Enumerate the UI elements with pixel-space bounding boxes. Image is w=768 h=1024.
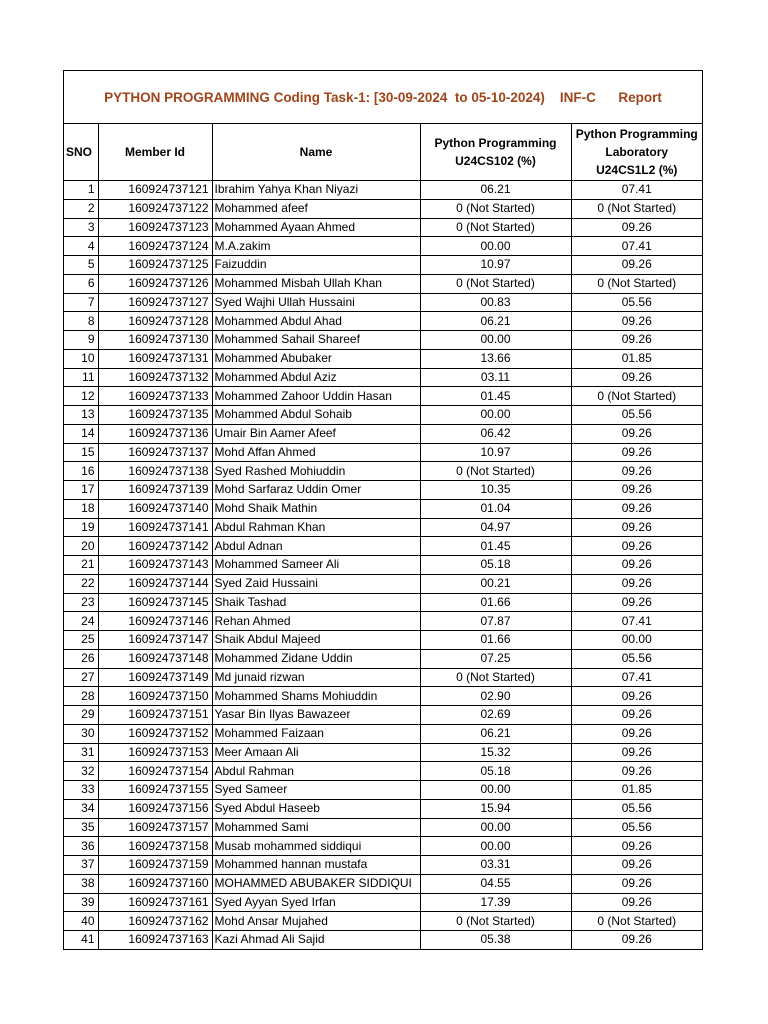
header-python-lab [571, 124, 702, 181]
cell-python-score: 01.45 [420, 387, 571, 406]
table-row [64, 893, 702, 912]
cell-python-score: 0 (Not Started) [420, 462, 571, 481]
cell-sno: 32 [64, 762, 98, 781]
cell-member-id: 160924737131 [98, 349, 212, 368]
header-row [64, 124, 702, 181]
cell-name: Abdul Rahman Khan [212, 518, 420, 537]
table-row [64, 462, 702, 481]
table-row [64, 631, 702, 650]
cell-name: M.A.zakim [212, 237, 420, 256]
cell-name: MOHAMMED ABUBAKER SIDDIQUI [212, 874, 420, 893]
cell-lab-score: 09.26 [571, 256, 702, 275]
cell-name: Mohammed Zidane Uddin [212, 649, 420, 668]
cell-name: Mohammed Faizaan [212, 724, 420, 743]
cell-python-score: 00.00 [420, 837, 571, 856]
cell-python-score: 00.00 [420, 406, 571, 425]
cell-lab-score: 09.26 [571, 574, 702, 593]
cell-sno: 27 [64, 668, 98, 687]
report-table [64, 124, 702, 949]
table-row [64, 199, 702, 218]
cell-member-id: 160924737146 [98, 612, 212, 631]
cell-sno: 19 [64, 518, 98, 537]
header-lab-line3: U24CS1L2 (%) [596, 163, 678, 177]
cell-name: Mohammed Abdul Ahad [212, 312, 420, 331]
table-row [64, 874, 702, 893]
table-row [64, 649, 702, 668]
cell-member-id: 160924737141 [98, 518, 212, 537]
cell-sno: 41 [64, 931, 98, 949]
table-row [64, 443, 702, 462]
cell-name: Faizuddin [212, 256, 420, 275]
cell-python-score: 02.90 [420, 687, 571, 706]
cell-member-id: 160924737125 [98, 256, 212, 275]
header-name: Name [212, 124, 420, 181]
table-body [64, 181, 702, 949]
cell-name: Mohd Ansar Mujahed [212, 912, 420, 931]
cell-python-score: 01.66 [420, 631, 571, 650]
cell-name: Meer Amaan Ali [212, 743, 420, 762]
cell-sno: 20 [64, 537, 98, 556]
cell-lab-score: 05.56 [571, 406, 702, 425]
cell-member-id: 160924737145 [98, 593, 212, 612]
table-row [64, 837, 702, 856]
cell-member-id: 160924737136 [98, 424, 212, 443]
cell-member-id: 160924737140 [98, 499, 212, 518]
header-python-programming [420, 124, 571, 181]
cell-member-id: 160924737153 [98, 743, 212, 762]
table-row [64, 349, 702, 368]
cell-name: Mohammed Abubaker [212, 349, 420, 368]
cell-sno: 6 [64, 274, 98, 293]
cell-member-id: 160924737143 [98, 556, 212, 575]
table-row [64, 687, 702, 706]
table-row [64, 724, 702, 743]
cell-name: Mohammed Misbah Ullah Khan [212, 274, 420, 293]
cell-sno: 23 [64, 593, 98, 612]
cell-sno: 3 [64, 218, 98, 237]
cell-name: Mohammed Shams Mohiuddin [212, 687, 420, 706]
cell-name: Shaik Tashad [212, 593, 420, 612]
cell-member-id: 160924737149 [98, 668, 212, 687]
cell-sno: 1 [64, 181, 98, 200]
cell-member-id: 160924737138 [98, 462, 212, 481]
cell-member-id: 160924737132 [98, 368, 212, 387]
cell-lab-score: 09.26 [571, 218, 702, 237]
cell-member-id: 160924737123 [98, 218, 212, 237]
cell-python-score: 04.97 [420, 518, 571, 537]
cell-python-score: 15.94 [420, 799, 571, 818]
cell-lab-score: 09.26 [571, 762, 702, 781]
cell-member-id: 160924737161 [98, 893, 212, 912]
cell-sno: 5 [64, 256, 98, 275]
cell-name: Syed Zaid Hussaini [212, 574, 420, 593]
cell-lab-score: 01.85 [571, 781, 702, 800]
cell-lab-score: 09.26 [571, 593, 702, 612]
table-row [64, 931, 702, 949]
cell-lab-score: 09.26 [571, 724, 702, 743]
cell-member-id: 160924737139 [98, 481, 212, 500]
header-member-id: Member Id [98, 124, 212, 181]
report-title: PYTHON PROGRAMMING Coding Task-1: [30-09-2024 to 05-10-2024) INF-C Report [104, 89, 662, 105]
cell-member-id: 160924737162 [98, 912, 212, 931]
cell-name: Mohammed Sami [212, 818, 420, 837]
table-row [64, 912, 702, 931]
cell-name: Syed Sameer [212, 781, 420, 800]
cell-member-id: 160924737159 [98, 856, 212, 875]
cell-name: Umair Bin Aamer Afeef [212, 424, 420, 443]
cell-member-id: 160924737148 [98, 649, 212, 668]
table-row [64, 612, 702, 631]
cell-lab-score: 09.26 [571, 462, 702, 481]
cell-sno: 30 [64, 724, 98, 743]
cell-member-id: 160924737154 [98, 762, 212, 781]
cell-name: Kazi Ahmad Ali Sajid [212, 931, 420, 949]
cell-lab-score: 05.56 [571, 818, 702, 837]
cell-name: Musab mohammed siddiqui [212, 837, 420, 856]
cell-lab-score: 05.56 [571, 649, 702, 668]
cell-python-score: 10.97 [420, 256, 571, 275]
cell-name: Abdul Rahman [212, 762, 420, 781]
table-row [64, 556, 702, 575]
cell-python-score: 15.32 [420, 743, 571, 762]
cell-member-id: 160924737124 [98, 237, 212, 256]
cell-python-score: 03.31 [420, 856, 571, 875]
cell-sno: 18 [64, 499, 98, 518]
cell-sno: 28 [64, 687, 98, 706]
cell-sno: 17 [64, 481, 98, 500]
cell-sno: 4 [64, 237, 98, 256]
table-row [64, 387, 702, 406]
cell-python-score: 00.21 [420, 574, 571, 593]
cell-lab-score: 0 (Not Started) [571, 387, 702, 406]
cell-sno: 40 [64, 912, 98, 931]
cell-python-score: 10.35 [420, 481, 571, 500]
cell-member-id: 160924737135 [98, 406, 212, 425]
cell-member-id: 160924737137 [98, 443, 212, 462]
cell-name: Yasar Bin Ilyas Bawazeer [212, 706, 420, 725]
header-python-line2: U24CS102 (%) [455, 154, 536, 168]
table-row [64, 668, 702, 687]
cell-name: Abdul Adnan [212, 537, 420, 556]
cell-name: Syed Ayyan Syed Irfan [212, 893, 420, 912]
cell-sno: 35 [64, 818, 98, 837]
cell-member-id: 160924737147 [98, 631, 212, 650]
cell-sno: 31 [64, 743, 98, 762]
cell-lab-score: 09.26 [571, 518, 702, 537]
cell-lab-score: 05.56 [571, 799, 702, 818]
cell-sno: 36 [64, 837, 98, 856]
table-row [64, 274, 702, 293]
cell-name: Mohammed Abdul Aziz [212, 368, 420, 387]
cell-python-score: 03.11 [420, 368, 571, 387]
cell-name: Mohammed Abdul Sohaib [212, 406, 420, 425]
cell-name: Mohammed Ayaan Ahmed [212, 218, 420, 237]
cell-python-score: 0 (Not Started) [420, 218, 571, 237]
table-row [64, 499, 702, 518]
cell-sno: 25 [64, 631, 98, 650]
cell-lab-score: 09.26 [571, 856, 702, 875]
cell-python-score: 0 (Not Started) [420, 912, 571, 931]
cell-python-score: 10.97 [420, 443, 571, 462]
table-row [64, 406, 702, 425]
cell-name: Mohammed Zahoor Uddin Hasan [212, 387, 420, 406]
cell-name: Mohammed Sahail Shareef [212, 331, 420, 350]
cell-member-id: 160924737130 [98, 331, 212, 350]
cell-lab-score: 00.00 [571, 631, 702, 650]
cell-python-score: 04.55 [420, 874, 571, 893]
table-row [64, 331, 702, 350]
cell-member-id: 160924737133 [98, 387, 212, 406]
table-row [64, 818, 702, 837]
cell-sno: 14 [64, 424, 98, 443]
table-row [64, 237, 702, 256]
cell-sno: 10 [64, 349, 98, 368]
cell-lab-score: 09.26 [571, 556, 702, 575]
cell-name: Mohd Affan Ahmed [212, 443, 420, 462]
cell-name: Syed Abdul Haseeb [212, 799, 420, 818]
cell-lab-score: 07.41 [571, 612, 702, 631]
header-lab-line1: Python Programming [575, 127, 698, 141]
cell-lab-score: 09.26 [571, 874, 702, 893]
cell-python-score: 00.00 [420, 331, 571, 350]
cell-python-score: 00.00 [420, 818, 571, 837]
cell-lab-score: 09.26 [571, 837, 702, 856]
table-row [64, 856, 702, 875]
cell-name: Rehan Ahmed [212, 612, 420, 631]
cell-member-id: 160924737121 [98, 181, 212, 200]
table-row [64, 481, 702, 500]
cell-lab-score: 0 (Not Started) [571, 912, 702, 931]
cell-lab-score: 09.26 [571, 312, 702, 331]
table-row [64, 368, 702, 387]
cell-python-score: 00.00 [420, 781, 571, 800]
cell-python-score: 13.66 [420, 349, 571, 368]
table-row [64, 218, 702, 237]
cell-sno: 26 [64, 649, 98, 668]
cell-member-id: 160924737163 [98, 931, 212, 949]
cell-lab-score: 09.26 [571, 537, 702, 556]
table-header [64, 124, 702, 181]
cell-member-id: 160924737155 [98, 781, 212, 800]
cell-sno: 7 [64, 293, 98, 312]
cell-lab-score: 09.26 [571, 687, 702, 706]
report-title-row [64, 71, 702, 124]
cell-python-score: 06.21 [420, 724, 571, 743]
cell-sno: 22 [64, 574, 98, 593]
cell-name: Syed Rashed Mohiuddin [212, 462, 420, 481]
header-lab-line2: Laboratory [605, 145, 669, 159]
cell-name: Mohammed hannan mustafa [212, 856, 420, 875]
table-row [64, 424, 702, 443]
cell-member-id: 160924737157 [98, 818, 212, 837]
cell-lab-score: 09.26 [571, 424, 702, 443]
cell-python-score: 05.18 [420, 762, 571, 781]
cell-sno: 15 [64, 443, 98, 462]
cell-python-score: 01.45 [420, 537, 571, 556]
cell-sno: 16 [64, 462, 98, 481]
cell-name: Ibrahim Yahya Khan Niyazi [212, 181, 420, 200]
cell-lab-score: 09.26 [571, 481, 702, 500]
cell-member-id: 160924737150 [98, 687, 212, 706]
cell-sno: 12 [64, 387, 98, 406]
header-python-line1: Python Programming [434, 136, 557, 150]
cell-lab-score: 09.26 [571, 743, 702, 762]
cell-lab-score: 09.26 [571, 331, 702, 350]
table-row [64, 574, 702, 593]
cell-sno: 8 [64, 312, 98, 331]
cell-lab-score: 07.41 [571, 668, 702, 687]
cell-member-id: 160924737122 [98, 199, 212, 218]
header-sno: SNO [64, 124, 98, 181]
table-row [64, 518, 702, 537]
cell-python-score: 17.39 [420, 893, 571, 912]
cell-sno: 33 [64, 781, 98, 800]
cell-python-score: 0 (Not Started) [420, 274, 571, 293]
cell-python-score: 07.87 [420, 612, 571, 631]
table-row [64, 762, 702, 781]
cell-python-score: 06.21 [420, 312, 571, 331]
cell-name: Mohammed Sameer Ali [212, 556, 420, 575]
cell-sno: 2 [64, 199, 98, 218]
cell-python-score: 0 (Not Started) [420, 668, 571, 687]
cell-sno: 9 [64, 331, 98, 350]
table-row [64, 312, 702, 331]
cell-lab-score: 09.26 [571, 706, 702, 725]
table-row [64, 743, 702, 762]
cell-lab-score: 09.26 [571, 931, 702, 949]
cell-name: Mohammed afeef [212, 199, 420, 218]
cell-lab-score: 01.85 [571, 349, 702, 368]
cell-python-score: 02.69 [420, 706, 571, 725]
cell-member-id: 160924737151 [98, 706, 212, 725]
cell-member-id: 160924737144 [98, 574, 212, 593]
table-row [64, 781, 702, 800]
cell-member-id: 160924737152 [98, 724, 212, 743]
cell-lab-score: 0 (Not Started) [571, 199, 702, 218]
cell-name: Md junaid rizwan [212, 668, 420, 687]
cell-python-score: 07.25 [420, 649, 571, 668]
table-row [64, 256, 702, 275]
cell-name: Mohd Sarfaraz Uddin Omer [212, 481, 420, 500]
cell-python-score: 01.66 [420, 593, 571, 612]
cell-sno: 21 [64, 556, 98, 575]
cell-member-id: 160924737128 [98, 312, 212, 331]
cell-sno: 13 [64, 406, 98, 425]
cell-lab-score: 09.26 [571, 368, 702, 387]
report-sheet [63, 70, 703, 950]
cell-python-score: 06.21 [420, 181, 571, 200]
cell-member-id: 160924737160 [98, 874, 212, 893]
cell-sno: 29 [64, 706, 98, 725]
cell-name: Mohd Shaik Mathin [212, 499, 420, 518]
cell-sno: 11 [64, 368, 98, 387]
table-row [64, 293, 702, 312]
cell-sno: 34 [64, 799, 98, 818]
cell-python-score: 0 (Not Started) [420, 199, 571, 218]
cell-python-score: 01.04 [420, 499, 571, 518]
cell-lab-score: 07.41 [571, 181, 702, 200]
cell-name: Shaik Abdul Majeed [212, 631, 420, 650]
table-row [64, 706, 702, 725]
cell-lab-score: 09.26 [571, 443, 702, 462]
cell-python-score: 06.42 [420, 424, 571, 443]
cell-sno: 38 [64, 874, 98, 893]
cell-member-id: 160924737158 [98, 837, 212, 856]
cell-sno: 39 [64, 893, 98, 912]
cell-name: Syed Wajhi Ullah Hussaini [212, 293, 420, 312]
table-row [64, 537, 702, 556]
cell-lab-score: 0 (Not Started) [571, 274, 702, 293]
cell-member-id: 160924737127 [98, 293, 212, 312]
cell-member-id: 160924737126 [98, 274, 212, 293]
cell-lab-score: 05.56 [571, 293, 702, 312]
table-row [64, 799, 702, 818]
cell-python-score: 00.00 [420, 237, 571, 256]
cell-python-score: 00.83 [420, 293, 571, 312]
table-row [64, 181, 702, 200]
cell-python-score: 05.18 [420, 556, 571, 575]
cell-lab-score: 09.26 [571, 499, 702, 518]
cell-python-score: 05.38 [420, 931, 571, 949]
cell-sno: 37 [64, 856, 98, 875]
cell-sno: 24 [64, 612, 98, 631]
cell-lab-score: 07.41 [571, 237, 702, 256]
cell-member-id: 160924737142 [98, 537, 212, 556]
cell-member-id: 160924737156 [98, 799, 212, 818]
table-row [64, 593, 702, 612]
cell-lab-score: 09.26 [571, 893, 702, 912]
